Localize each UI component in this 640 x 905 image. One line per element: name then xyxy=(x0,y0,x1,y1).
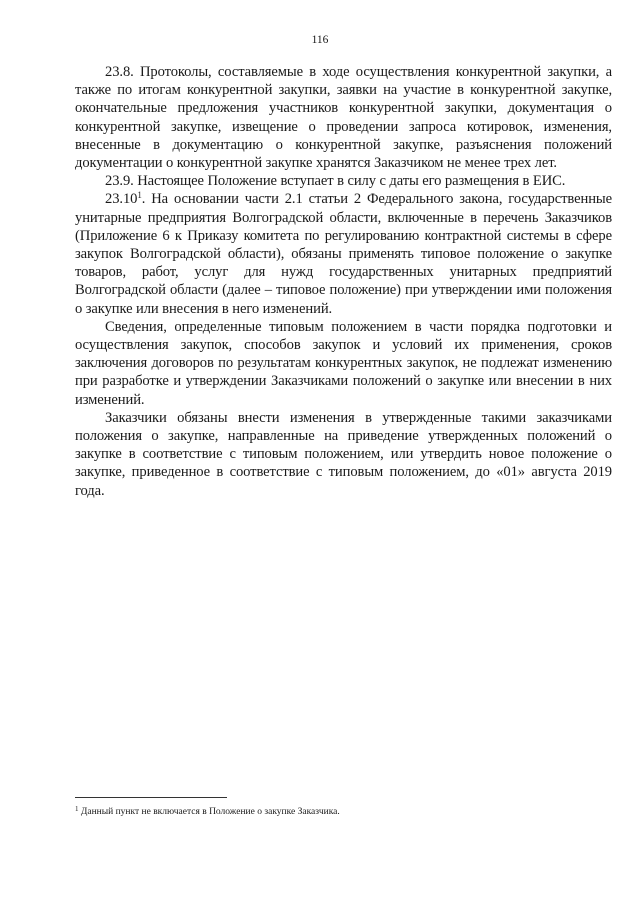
page-number: 116 xyxy=(311,34,329,46)
document-body xyxy=(75,63,612,500)
paragraph-23-8: 23.8. Протоколы, составляемые в ходе осуществления конкурентной закупки, а также по итогам конкурентной закупки, заявки на участие в конкурентной закупке, окончательные предложения участников конкурентной закупки, документация о конкурентной закупке, извещение о проведении запроса котировок, изменения, внесенные в документацию о конкурентной закупке, разъяснения положений документации о конкурентной закупке хранятся Заказчиком не менее трех лет. xyxy=(75,64,612,172)
paragraph-customers-obligation: Заказчики обязаны внести изменения в утвержденные такими заказчиками положения о закупке, направленные на приведение утвержденных положений о закупке в соответствие с типовым положением, или утвердить новое положение о закупке, приведенное в соответствие с типовым положением, до «01» августа 2019 года. xyxy=(75,409,612,499)
footnote-mark: 1 xyxy=(75,805,79,813)
paragraph-23-10: 23.10$^1$. На основании части 2.1 статьи 2 Федерального закона, государственные унитарные предприятия Волгоградской области, включенные в перечень Заказчиков (Приложение 6 к Приказу комитета по регулированию контрактной системы в сфере закупок Волгоградской области), обязаны применять типовое положение о закупке товаров, работ, услуг для нужд государственных унитарных предприятий Волгоградской области (далее – типовое положение) при утверждении ими положения о закупке или внесения в него изменений. xyxy=(75,190,612,317)
footnote-divider xyxy=(75,797,227,798)
paragraph-23-9: 23.9. Настоящее Положение вступает в силу с даты его размещения в ЕИС. xyxy=(105,173,566,190)
paragraph-typical-provision-info: Сведения, определенные типовым положением в части порядка подготовки и осуществления закупок, способов закупок и условий их применения, сроков заключения договоров по результатам конкурентных закупок, не подлежат изменению при разработке и утверждении Заказчиками положений о закупке или внесении в них изменений. xyxy=(75,318,612,408)
footnote xyxy=(75,806,612,818)
footnote-text: Данный пункт не включается в Положение о закупке Заказчика. xyxy=(78,807,340,817)
footnote-reference: 1 xyxy=(137,190,142,201)
clause-number: 23.10 xyxy=(105,191,138,208)
